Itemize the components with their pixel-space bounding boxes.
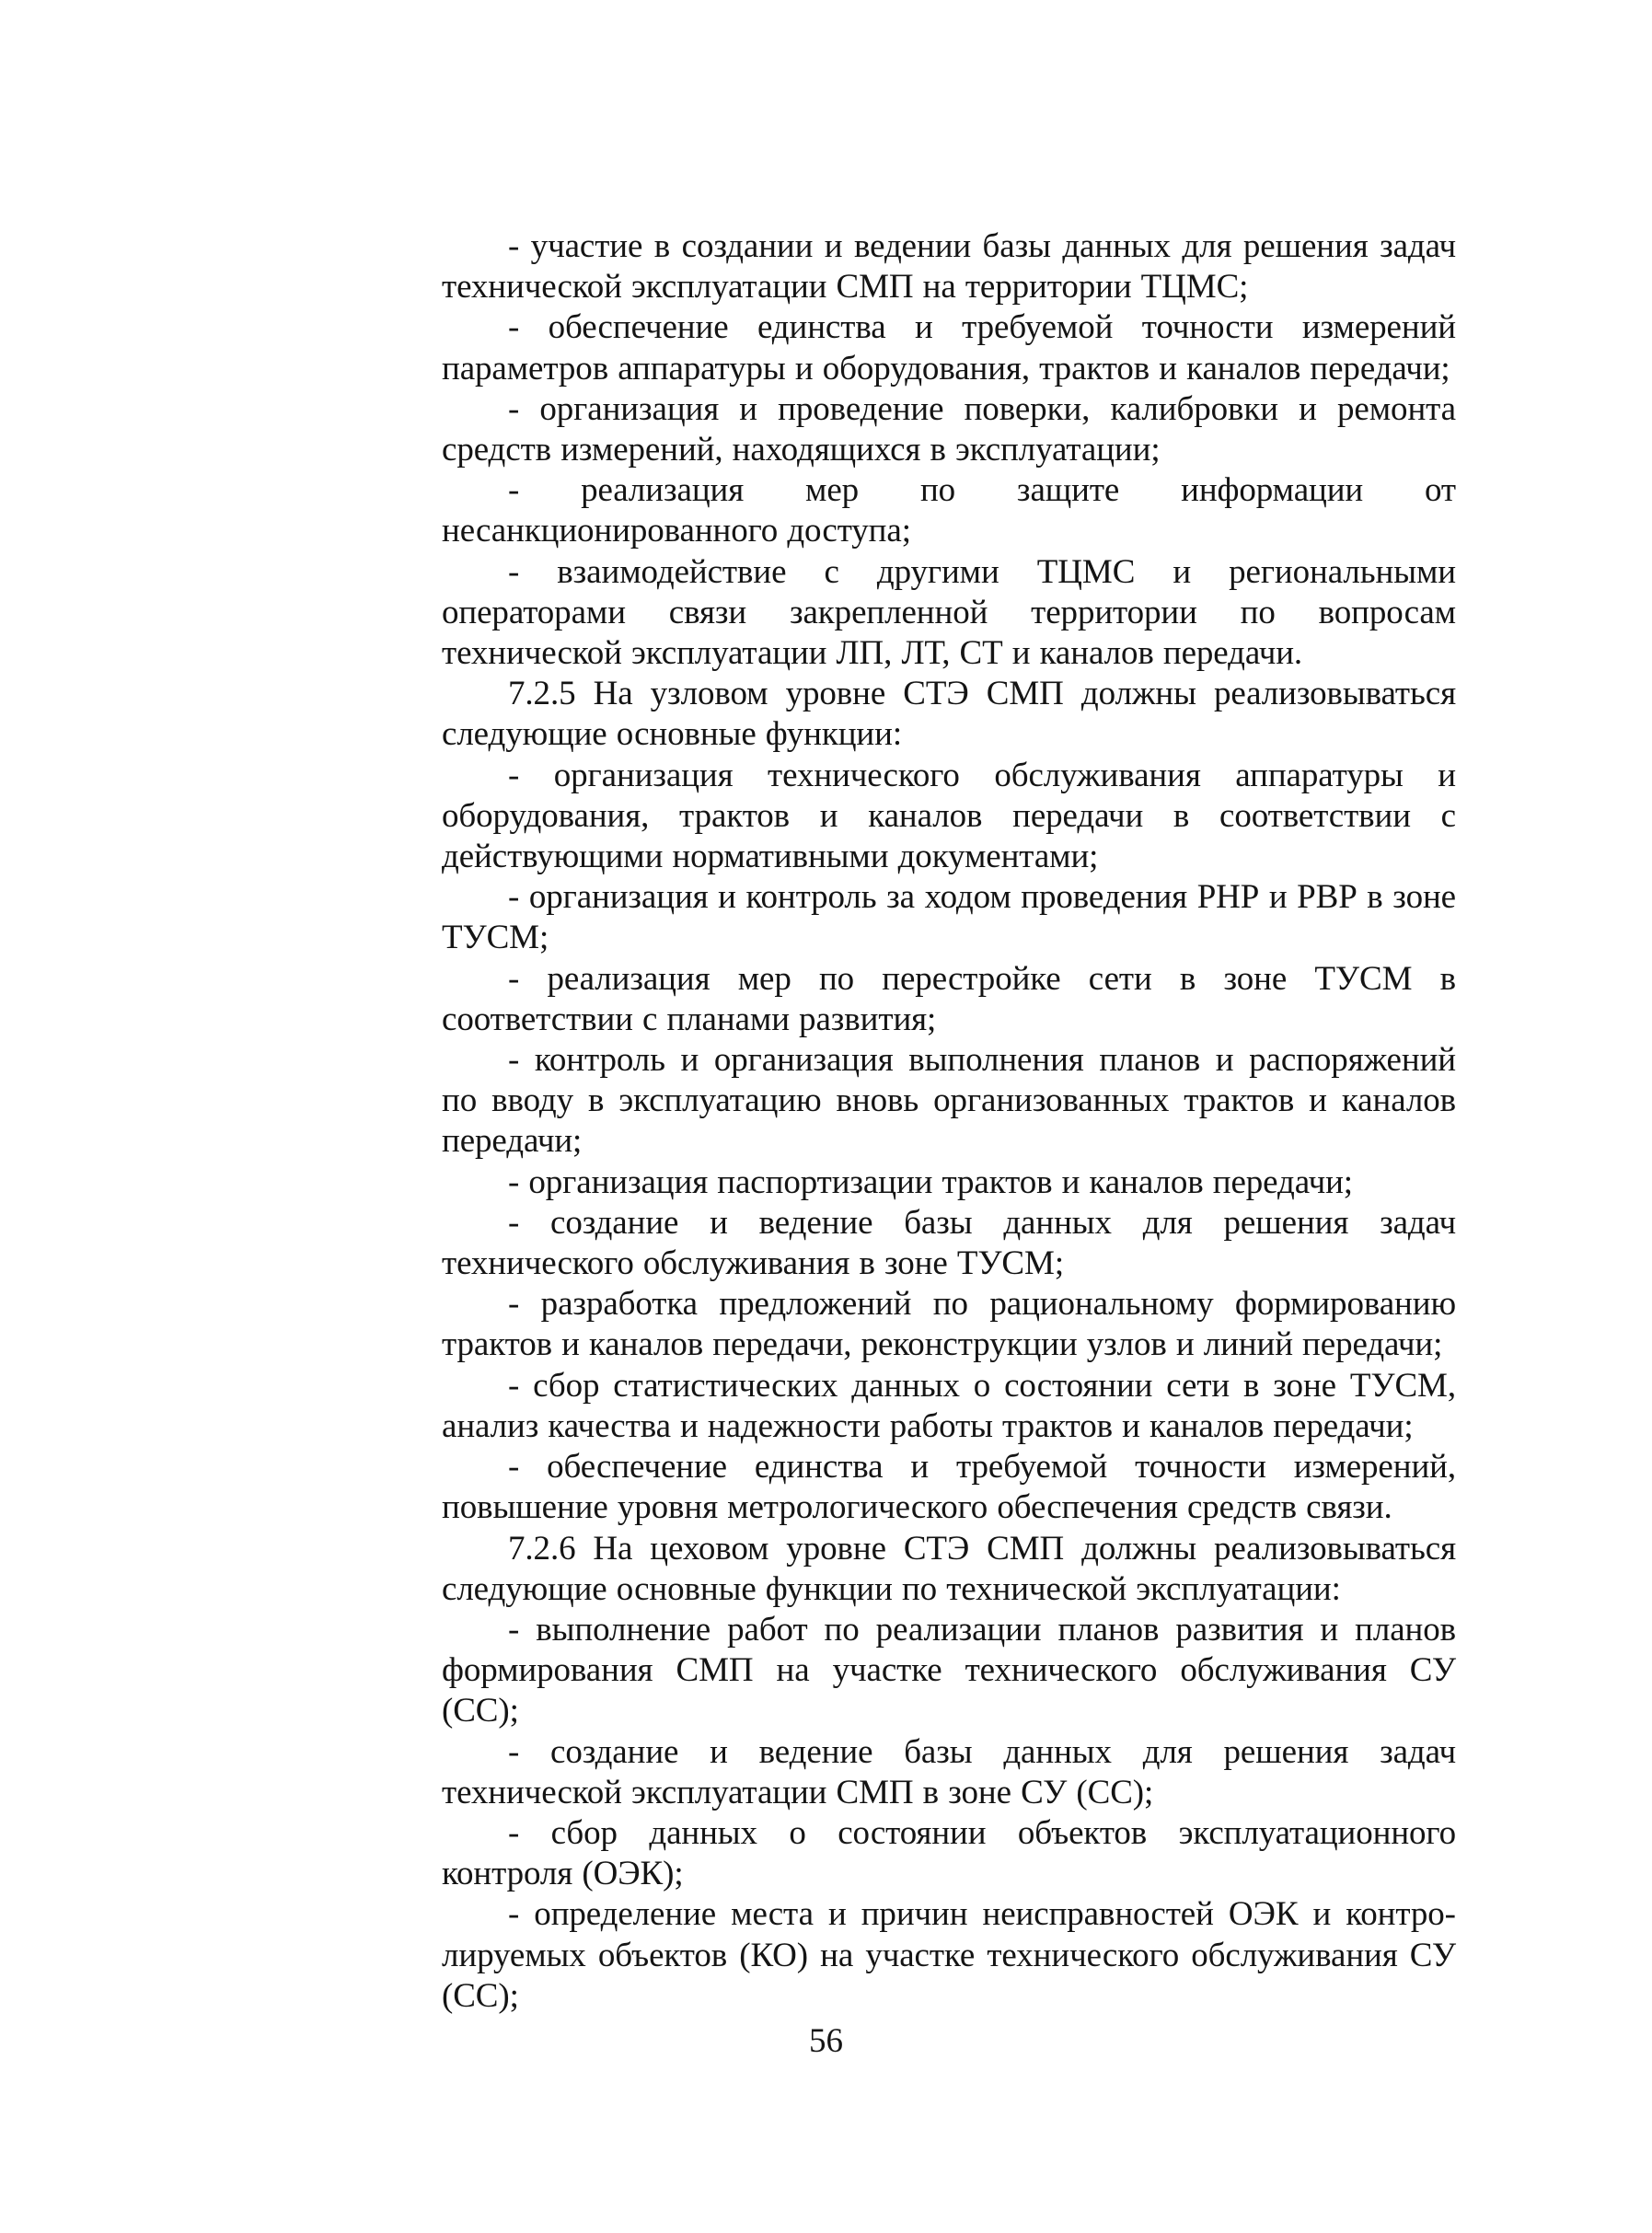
paragraph-8: - организация и контроль за ходом проведения РНР и РВР в зоне ТУСМ; bbox=[442, 878, 1456, 957]
paragraph-1: - участие в создании и ведении базы данных для решения задач технической эксплуатации СМП на территории ТЦМС; bbox=[442, 227, 1456, 307]
section-7-2-5-heading: 7.2.5 На узловом уровне СТЭ СМП должны реализовываться следующие основные функции: bbox=[442, 675, 1456, 754]
section-7-2-6-heading: 7.2.6 На цеховом уровне СТЭ СМП должны реализовываться следующие основные функции по технической эксплуатации: bbox=[442, 1529, 1456, 1608]
paragraph-19: - сбор данных о состоянии объектов эксплуатационного контроля (ОЭК); bbox=[442, 1813, 1456, 1893]
paragraph-15: - обеспечение единства и требуемой точности измерений, повышение уровня метрологического обеспечения средств связи. bbox=[442, 1448, 1456, 1527]
paragraph-11: - организация паспортизации трактов и каналов передачи; bbox=[508, 1163, 1353, 1201]
paragraph-10: - контроль и организация выполнения планов и распоряжений по вводу в эксплуатацию вновь организованных трактов и каналов передачи; bbox=[442, 1041, 1456, 1161]
paragraph-7: - организация технического обслуживания аппаратуры и оборудования, трактов и каналов передачи в соответствии с действующими нормативными документами; bbox=[442, 756, 1456, 876]
paragraph-3: - организация и проведение поверки, калибровки и ремонта средств измерений, находящихся в эксплуатации; bbox=[442, 389, 1456, 469]
paragraph-4: - реализация мер по защите информации от несанкционированного доступа; bbox=[442, 471, 1456, 550]
paragraph-9: - реализация мер по перестройке сети в зоне ТУСМ в соответствии с планами развития; bbox=[442, 959, 1456, 1038]
paragraph-12: - создание и ведение базы данных для решения задач технического обслуживания в зоне ТУСМ; bbox=[442, 1203, 1456, 1283]
paragraph-20: - определение места и причин неисправностей ОЭК и контролируемых объектов (КО) на участке технического обслуживания СУ (СС); bbox=[442, 1895, 1456, 2015]
paragraph-2: - обеспечение единства и требуемой точности измерений параметров аппаратуры и оборудования, трактов и каналов передачи; bbox=[442, 308, 1456, 388]
paragraph-5: - взаимодействие с другими ТЦМС и региональными операторами связи закрепленной территории по вопросам технической эксплуатации ЛП, ЛТ, СТ и каналов передачи. bbox=[442, 552, 1456, 673]
page-number: 56 bbox=[809, 2022, 843, 2060]
paragraph-14: - сбор статистических данных о состоянии сети в зоне ТУСМ, анализ качества и надежности работы трактов и каналов передачи; bbox=[442, 1366, 1456, 1445]
paragraph-13: - разработка предложений по рациональному формированию трактов и каналов передачи, реконструкции узлов и линий передачи; bbox=[442, 1285, 1456, 1364]
paragraph-18: - создание и ведение базы данных для решения задач технической эксплуатации СМП в зоне СУ (СС); bbox=[442, 1732, 1456, 1811]
paragraph-17: - выполнение работ по реализации планов развития и планов формирования СМП на участке технического обслуживания СУ (СС); bbox=[442, 1610, 1456, 1730]
body-text bbox=[442, 226, 1456, 2017]
